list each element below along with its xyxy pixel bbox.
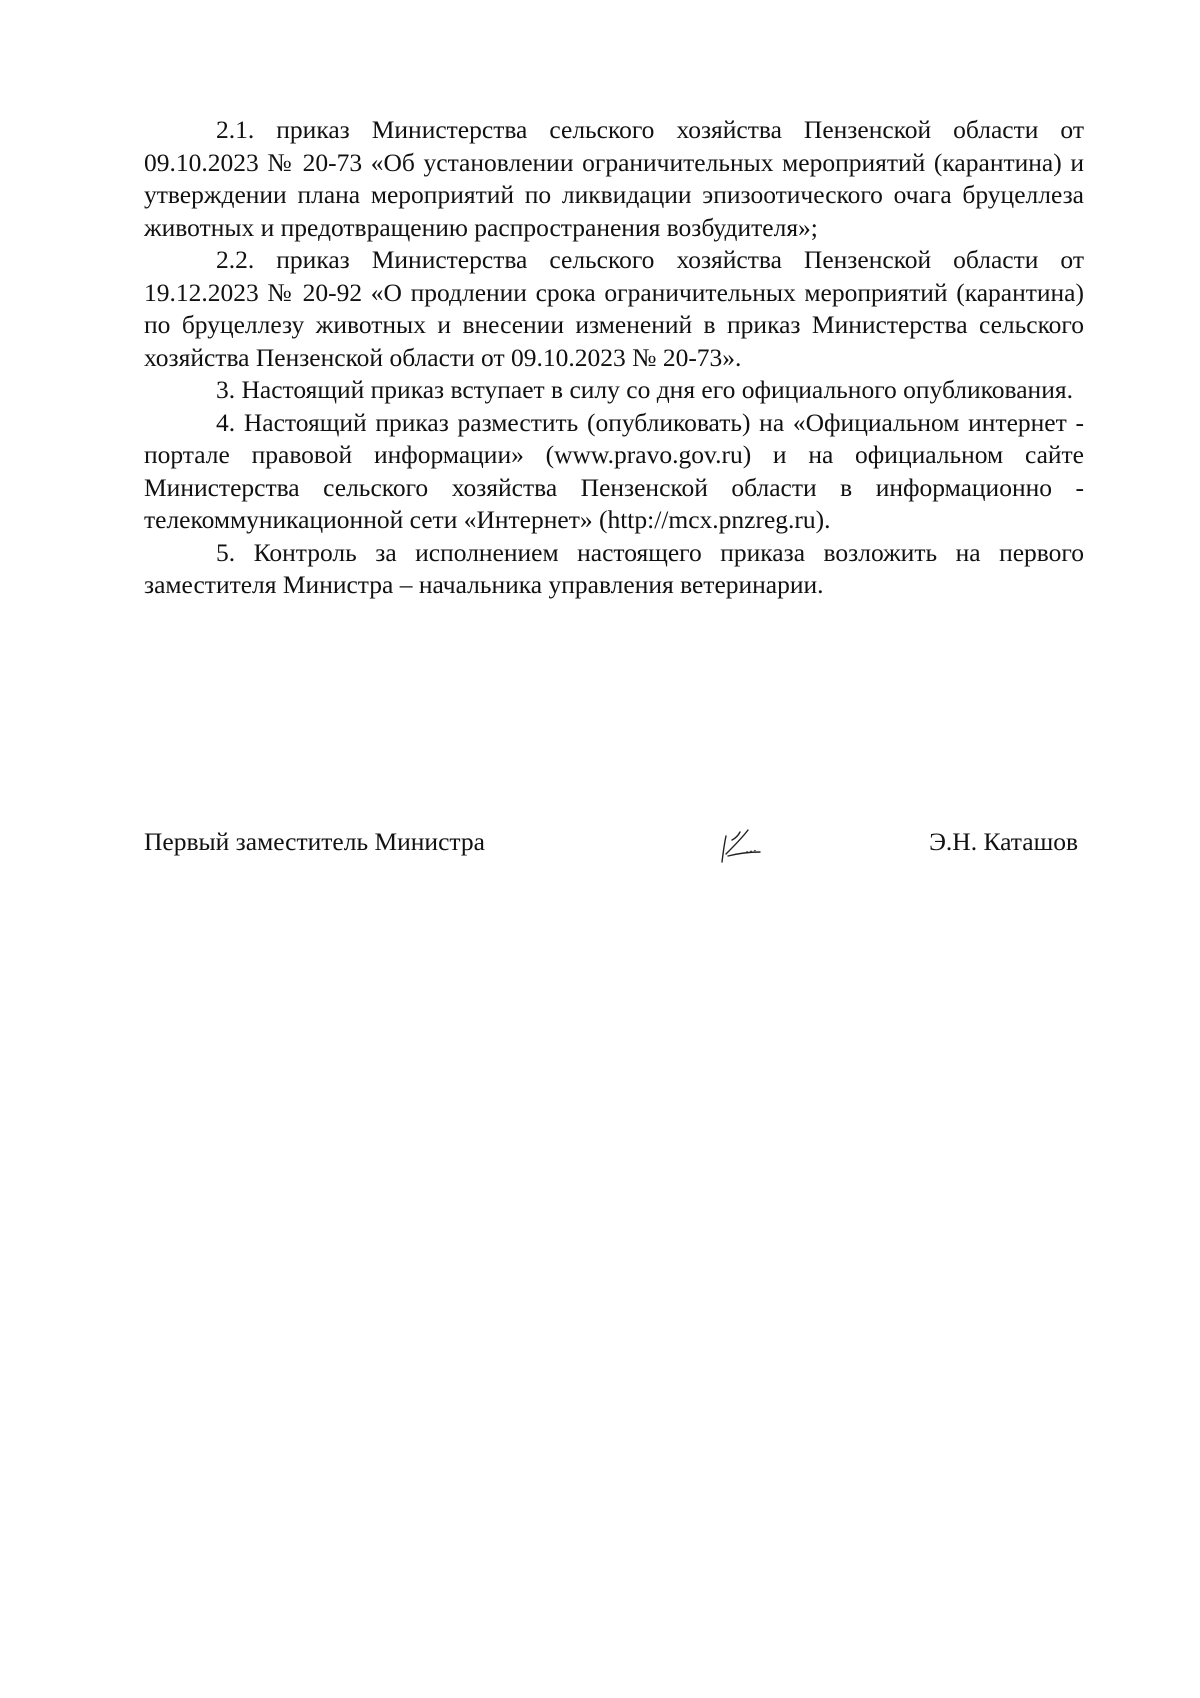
paragraph-3: 3. Настоящий приказ вступает в силу со дня его официального опубликования. [216, 375, 1073, 404]
paragraph-2-1: 2.1. приказ Министерства сельского хозяйства Пензенской области от 09.10.2023 № 20-73 «Об установлении ограничительных мероприятий (карантина) и утверждении плана мероприятий по ликвидации эпизоотического очага бруцеллеза животных и предотвращению распространения возбудителя»; [144, 115, 1084, 242]
signer-name: Э.Н. Каташов [929, 827, 1078, 856]
signature-block [144, 826, 1084, 876]
signer-title: Первый заместитель Министра [144, 827, 485, 856]
paragraph-5: 5. Контроль за исполнением настоящего приказа возложить на первого заместителя Министра – начальника управления ветеринарии. [144, 537, 1084, 599]
paragraph-4: 4. Настоящий приказ разместить (опубликовать) на «Официальном интернет - портале правовой информации» (www.pravo.gov.ru) и на официальном сайте Министерства сельского хозяйства Пензенской области в информационно - телекоммуникационной сети «Интернет» (http://mcx.pnzreg.ru). [144, 407, 1084, 534]
handwritten-signature-icon [712, 818, 772, 868]
paragraph-2-2: 2.2. приказ Министерства сельского хозяйства Пензенской области от 19.12.2023 № 20-92 «О продлении срока ограничительных мероприятий (карантина) по бруцеллезу животных и внесении изменений в приказ Министерства сельского хозяйства Пензенской области от 09.10.2023 № 20-73». [144, 245, 1084, 372]
document-body [144, 114, 1084, 602]
